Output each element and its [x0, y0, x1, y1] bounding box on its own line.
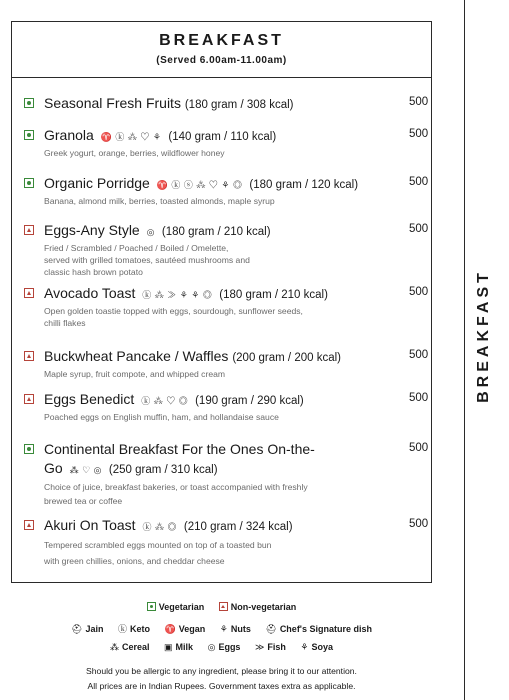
item-description: classic hash brown potato	[44, 267, 143, 277]
milk-icon: ▣	[164, 642, 173, 652]
allergy-note: Should you be allergic to any ingredient, please bring it to our attention.	[86, 666, 357, 676]
vegan-icon: ♈	[164, 624, 176, 634]
nonveg-mark-icon	[24, 520, 34, 530]
item-description: Greek yogurt, orange, berries, wildflower honey	[44, 148, 225, 158]
side-divider	[464, 0, 465, 700]
item-description: Fried / Scrambled / Poached / Boiled / Omelette,	[44, 243, 229, 253]
veg-mark-icon	[24, 130, 34, 140]
menu-item	[24, 390, 429, 423]
item-description: Choice of juice, breakfast bakeries, or toast accompanied with freshly	[44, 482, 308, 492]
item-name: Seasonal Fresh Fruits	[44, 95, 181, 111]
veg-mark-icon	[24, 444, 34, 454]
legend-row-allergens	[11, 642, 432, 653]
legend-veg: Vegetarian	[147, 602, 205, 612]
item-price: 500	[409, 223, 429, 235]
item-description: Open golden toastie topped with eggs, sourdough, sunflower seeds,	[44, 306, 303, 316]
legend-cereal: ⁂ Cereal	[109, 642, 150, 652]
nonveg-mark-icon	[24, 288, 34, 298]
chef-hat-icon: ⛑	[265, 624, 277, 634]
menu-item	[24, 516, 429, 569]
item-description: Tempered scrambled eggs mounted on top of a toasted bun	[44, 540, 272, 550]
keto-icon: ⓚ	[118, 624, 128, 634]
item-weight: (180 gram / 120 kcal)	[249, 179, 359, 191]
egg-icon: ◎	[207, 642, 216, 652]
item-description: chilli flakes	[44, 318, 86, 328]
item-description: Poached eggs on English muffin, ham, and hollandaise sauce	[44, 412, 279, 422]
side-title: BREAKFAST	[475, 269, 492, 403]
item-weight: (180 gram / 210 kcal)	[219, 289, 328, 301]
dietary-icons: ♈ ⓚ ⁂ ♡ ⚘	[100, 132, 162, 142]
item-price: 500	[409, 392, 429, 404]
nonveg-mark-icon	[24, 394, 34, 404]
item-name: Organic Porridge	[44, 175, 150, 191]
veg-mark-icon	[24, 178, 34, 188]
item-weight: (210 gram / 324 kcal)	[183, 521, 293, 533]
legend-signature: ⛑ Chef's Signature dish	[265, 624, 372, 634]
header-divider	[11, 77, 432, 78]
item-description: with green chillies, onions, and cheddar cheese	[44, 556, 225, 566]
nonveg-mark-icon	[24, 225, 34, 235]
legend-eggs: ◎ Eggs	[207, 642, 241, 652]
dietary-icons: ◎	[146, 227, 155, 237]
legend-soya: ⚘ Soya	[300, 642, 334, 652]
item-weight: (200 gram / 200 kcal)	[232, 352, 341, 364]
item-name-continued: Go	[44, 460, 63, 476]
item-name: Eggs-Any Style	[44, 222, 140, 238]
legend-fish: ≫ Fish	[254, 642, 286, 652]
item-weight: (190 gram / 290 kcal)	[195, 395, 304, 407]
menu-item	[24, 221, 429, 278]
fish-icon: ≫	[254, 642, 265, 652]
nuts-icon: ⚘	[219, 624, 228, 634]
nonveg-mark-icon	[219, 602, 228, 611]
legend-row-type	[11, 602, 432, 612]
legend-nuts: ⚘ Nuts	[219, 624, 251, 634]
legend-row-diet	[11, 622, 432, 635]
veg-mark-icon	[24, 98, 34, 108]
menu-item	[24, 126, 429, 159]
item-description: served with grilled tomatoes, sautéed mushrooms and	[44, 255, 250, 265]
jain-icon: ⛑	[71, 624, 83, 634]
dietary-icons: ⁂ ♡ ◎	[69, 465, 103, 475]
menu-item	[24, 174, 429, 207]
item-name: Akuri On Toast	[44, 517, 136, 533]
legend-milk: ▣ Milk	[164, 642, 194, 652]
item-description: Banana, almond milk, berries, toasted almonds, maple syrup	[44, 196, 275, 206]
item-price: 500	[409, 286, 429, 298]
legend-vegan: ♈ Vegan	[164, 624, 206, 634]
item-price: 500	[409, 349, 429, 361]
item-price: 500	[409, 442, 429, 454]
nonveg-mark-icon	[24, 351, 34, 361]
menu-title: BREAKFAST	[159, 32, 284, 49]
price-note: All prices are in Indian Rupees. Government taxes extra as applicable.	[87, 681, 356, 691]
cereal-icon: ⁂	[109, 642, 119, 652]
menu-subtitle: (Served 6.00am-11.00am)	[156, 55, 287, 66]
dietary-icons: ⓚ ⁂ ♡ ◎	[141, 396, 189, 406]
soya-icon: ⚘	[300, 642, 309, 652]
veg-mark-icon	[147, 602, 156, 611]
item-description: Maple syrup, fruit compote, and whipped cream	[44, 369, 226, 379]
dietary-icons: ⓚ ⁂ ≫ ⚘ ⚘ ◎	[142, 290, 213, 300]
dietary-icons: ⓚ ⁂ ◎	[142, 522, 177, 532]
item-name: Eggs Benedict	[44, 391, 135, 407]
item-name: Buckwheat Pancake / Waffles	[44, 348, 229, 364]
legend-keto: ⓚ Keto	[118, 624, 151, 634]
menu-item	[24, 347, 429, 380]
legend-jain: ⛑ Jain	[71, 624, 104, 634]
item-weight: (140 gram / 110 kcal)	[168, 131, 277, 143]
item-description: brewed tea or coffee	[44, 496, 123, 506]
item-weight: (180 gram / 210 kcal)	[161, 226, 271, 238]
item-weight: (180 gram / 308 kcal)	[184, 99, 294, 111]
item-name: Avocado Toast	[44, 285, 136, 301]
menu-item	[24, 94, 429, 115]
item-price: 500	[409, 176, 429, 188]
item-price: 500	[409, 96, 429, 108]
item-weight: (250 gram / 310 kcal)	[108, 464, 218, 476]
menu-item	[24, 440, 429, 508]
dietary-icons: ♈ ⓚ ⓢ ⁂ ♡ ⚘ ◎	[156, 180, 243, 190]
item-price: 500	[409, 128, 429, 140]
menu-item	[24, 284, 429, 329]
legend-nonveg: Non-vegetarian	[219, 602, 297, 612]
item-name: Continental Breakfast For the Ones On-the-	[44, 441, 315, 457]
item-price: 500	[409, 518, 429, 530]
item-name: Granola	[44, 127, 94, 143]
